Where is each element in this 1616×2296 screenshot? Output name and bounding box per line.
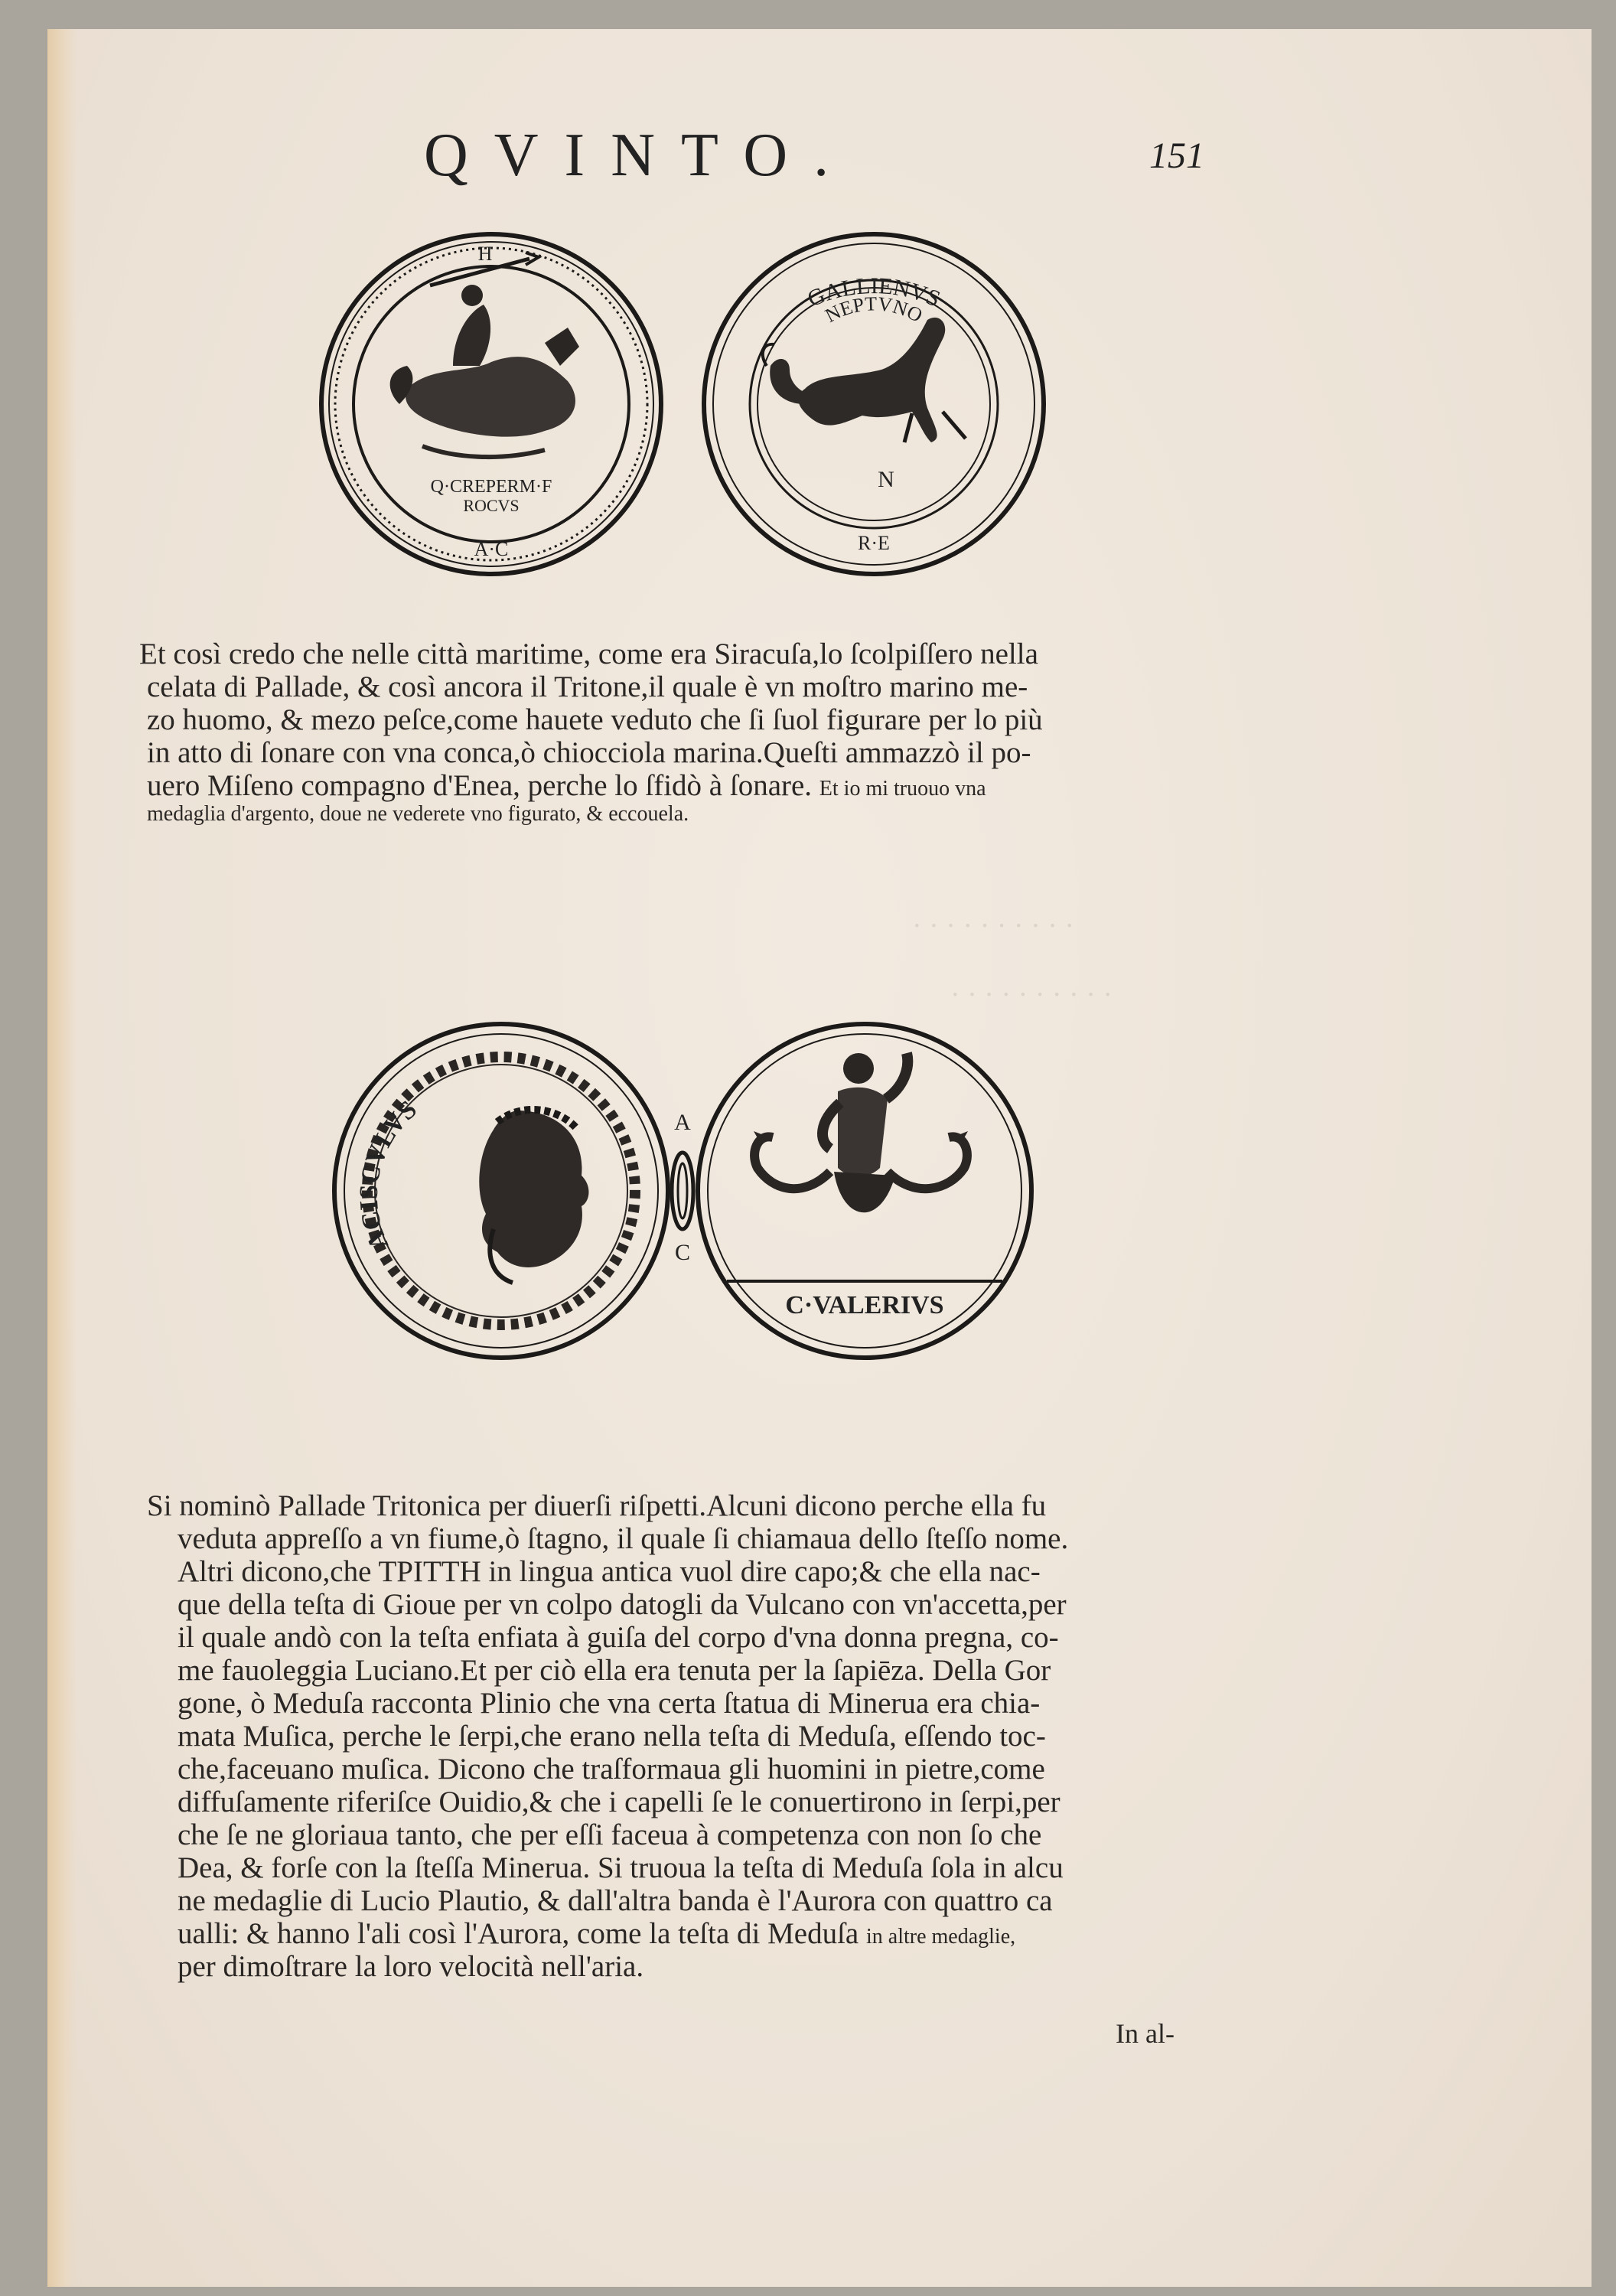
coin-pair-top (315, 213, 1065, 595)
text-line: veduta appreſſo a vn fiume,ò ſtagno, il quale ſi chiamaua dello ſteſſo nome. (178, 1522, 1069, 1555)
text-line (139, 769, 1256, 802)
show-through: · · · · · · · · · · (950, 979, 1113, 1011)
coin-legend-left: ACISCVLVS (354, 1094, 422, 1254)
page-number: 151 (1149, 135, 1204, 176)
coin-engraving-middle (329, 1000, 1079, 1382)
coin-pair-middle (329, 1000, 1079, 1382)
coin-triton-obverse (321, 234, 661, 574)
text-line: Et così credo che nelle città maritime, come era Siracuſa,lo ſcolpiſſero nella (139, 638, 1038, 670)
text-line-main: uero Miſeno compagno d'Enea, perche lo ſfidò à ſonare. (147, 769, 813, 802)
page-header (47, 121, 1592, 190)
text-line: diffuſamente riferiſce Ouidio,& che i capelli ſe le conuertirono in ſerpi,per (178, 1786, 1060, 1818)
text-line-small: Et io mi truouo vna (819, 777, 986, 801)
text-line: per dimoſtrare la loro velocità nell'aria. (178, 1950, 644, 1983)
coin-legend-inner: NEPTVNO (821, 292, 927, 328)
coin-mark-center: N (878, 467, 894, 492)
text-line (147, 1917, 1264, 1950)
text-line: che ſe ne gloriaua tanto, che per eſſi faceua à competenza con non ſo che (178, 1818, 1042, 1851)
coin-head-obverse (334, 1024, 668, 1358)
text-line: que della teſta di Gioue per vn colpo datogli da Vulcano con vn'accetta,per (178, 1588, 1067, 1621)
text-line: gone, ò Meduſa racconta Plinio che vna certa ſtatua di Minerua era chia- (178, 1687, 1041, 1720)
paragraph-1 (139, 638, 1256, 827)
text-line: il quale andò con la teſta enfiata à guiſa del corpo d'vna donna pregna, co- (178, 1621, 1059, 1654)
coin-legend-top: H (477, 243, 493, 265)
text-line: celata di Pallade, & così ancora il Tritone,il quale è vn moſtro marino me- (147, 670, 1028, 703)
text-line: me fauoleggia Luciano.Et per ciò ella era tenuta per la ſapiēza. Della Gor (178, 1654, 1051, 1687)
coin-legend-line1: Q·CREPERM·F (430, 477, 552, 497)
text-line: Altri dicono,che TPITTH in lingua antica vuol dire capo;& che ella nac- (178, 1555, 1041, 1588)
text-line: zo huomo, & mezo peſce,come hauete veduto che ſi ſuol figurare per lo più (147, 703, 1043, 736)
coin-mark-bottom-right: R·E (858, 532, 890, 554)
show-through: · · · · · · · · · · (912, 910, 1075, 942)
running-head: QVINTO. (424, 122, 855, 189)
coin-hippocamp-reverse (704, 234, 1044, 574)
text-line-small: medaglia d'argento, doue ne vederete vno figurato, & eccouela. (147, 802, 689, 826)
coin-mark-link-bottom: C (674, 1240, 691, 1265)
text-line: che,faceuano muſica. Dicono che traſformaua gli huomini in pietre,come (178, 1753, 1045, 1786)
catchword: In al- (1116, 2018, 1175, 2049)
coin-legend-line2: ROCVS (463, 496, 520, 515)
paragraph-2 (147, 1489, 1264, 1983)
coin-link (672, 1110, 693, 1265)
text-line: mata Muſica, perche le ſerpi,che erano nella teſta di Meduſa, eſſendo toc- (178, 1720, 1046, 1753)
coin-mark-bottom: A·C (474, 538, 509, 560)
coin-legend-outer: GALLIENVS (803, 273, 944, 312)
coin-mark-link-top: A (674, 1110, 691, 1135)
text-line: Dea, & forſe con la ſteſſa Minerua. Si truoua la teſta di Meduſa ſola in alcu (178, 1851, 1064, 1884)
text-line-main: ualli: & hanno l'ali così l'Aurora, come la teſta di Meduſa (178, 1917, 859, 1950)
text-line: in atto di ſonare con vna conca,ò chiocciola marina.Queſti ammazzò il po- (147, 736, 1031, 769)
text-line: Si nominò Pallade Tritonica per diuerſi riſpetti.Alcuni dicono perche ella fu (147, 1489, 1047, 1522)
coin-triton-reverse (698, 1024, 1031, 1358)
coin-engraving-top (315, 213, 1065, 595)
text-line: ne medaglie di Lucio Plautio, & dall'altra banda è l'Aurora con quattro ca (178, 1884, 1053, 1917)
coin-legend-right: C·VALERIVS (785, 1291, 944, 1319)
gutter-stain (47, 29, 77, 2287)
text-line-small: in altre medaglie, (865, 1925, 1016, 1949)
page-sheet (47, 29, 1592, 2287)
